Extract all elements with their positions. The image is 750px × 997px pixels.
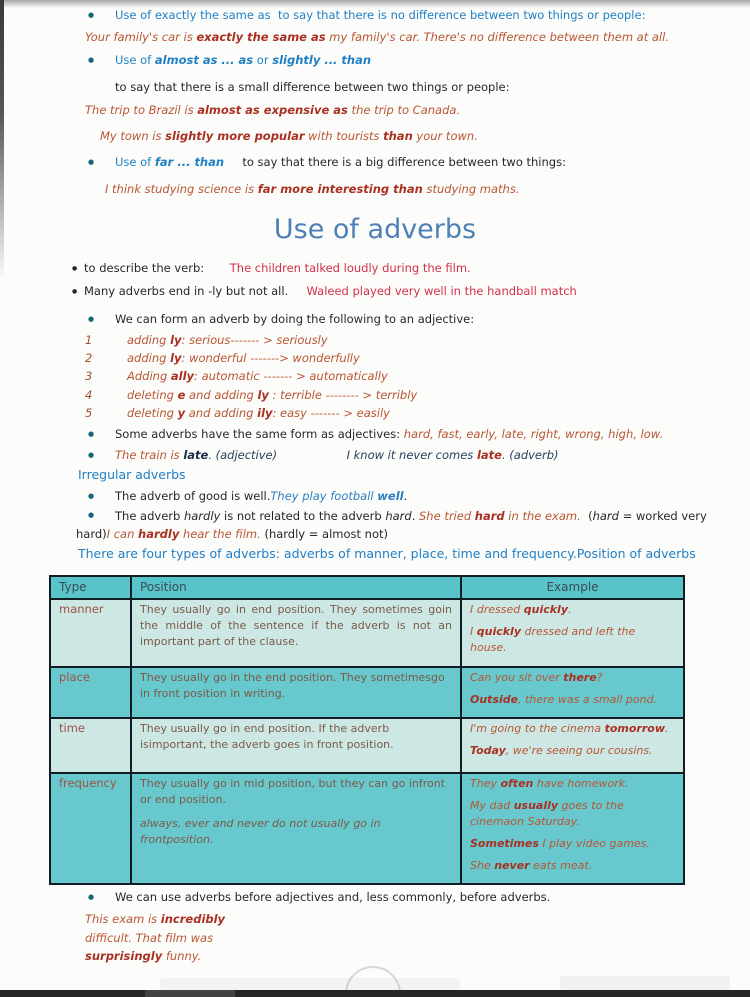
text-segment: Sometimes — [470, 836, 539, 850]
text-segment — [277, 448, 346, 462]
cell-position — [131, 599, 461, 667]
text-segment: quickly — [476, 625, 522, 639]
text-segment: : wonderful -------> wonderfully — [181, 351, 360, 365]
text-segment: slightly ... than — [272, 53, 372, 67]
text-segment: your town. — [412, 129, 478, 143]
text-segment: The trip to Brazil is — [85, 103, 198, 117]
text-segment: I can — [106, 527, 139, 542]
text-segment: 4 — [85, 388, 93, 402]
position-paragraph: They usually go in end position. If the adverb isimportant, the adverb goes in front position. — [140, 721, 394, 751]
text-segment: y — [177, 406, 186, 420]
table-header-row — [50, 576, 684, 599]
table-header-type: Type — [50, 576, 131, 599]
text-segment: and adding — [185, 406, 258, 420]
text-segment: 5 — [85, 406, 93, 420]
text-segment: deleting — [127, 388, 178, 402]
text-segment: We can form an adverb by doing the following to an adjective: — [115, 312, 475, 326]
example-family-car — [85, 28, 669, 46]
text-segment: . — [411, 509, 419, 523]
text-segment: We can use adverbs before adjectives and, less commonly, before adverbs. — [115, 890, 551, 904]
text-segment: I — [470, 625, 477, 639]
text-segment: hard, fast, early, late, right, wrong, high, low. — [403, 427, 664, 441]
text-segment: to say that there is a small difference between two things or people: — [115, 80, 510, 94]
text-segment: : automatic ------- > automatically — [194, 369, 388, 383]
text-segment: . (adverb) — [501, 448, 559, 462]
cell-position — [131, 667, 461, 718]
video-buffered-segment — [145, 990, 235, 997]
example-sentence — [470, 624, 675, 655]
bullet-icon: ● — [72, 288, 78, 295]
bullet-icon: ● — [88, 492, 95, 500]
example-sentence — [470, 721, 675, 736]
text-segment: . — [568, 603, 572, 616]
cell-position — [131, 773, 461, 884]
text-segment: ily — [257, 406, 273, 420]
line-many-adverbs-ly — [72, 282, 577, 300]
example-incredibly-2 — [85, 929, 213, 947]
text-segment: hard — [385, 509, 412, 523]
explain-small-difference — [115, 78, 510, 96]
rule-1 — [85, 331, 328, 349]
text-segment: She tried — [419, 509, 475, 523]
example-trip-brazil — [85, 101, 460, 119]
text-segment: and adding — [185, 388, 258, 402]
example-studying-science — [105, 180, 519, 198]
text-segment: Adding — [127, 369, 171, 383]
text-segment: to say that there is no difference between two things or people: — [270, 8, 646, 22]
example-incredibly-3 — [85, 947, 201, 965]
text-segment: with tourists — [304, 129, 384, 143]
text-segment: funny. — [162, 949, 202, 963]
bullet-icon: ● — [88, 315, 95, 323]
text-segment — [204, 261, 230, 275]
text-segment: . (adjective) — [208, 448, 278, 462]
bullet-icon: ● — [88, 451, 95, 459]
text-segment: adding — [127, 351, 171, 365]
page-title: Use of adverbs — [273, 214, 477, 245]
video-progress-bar[interactable] — [0, 990, 750, 997]
text-segment: often — [500, 776, 534, 790]
line-four-types — [78, 544, 696, 564]
example-incredibly-1 — [85, 910, 225, 928]
text-segment: : terrible -------- > terribly — [268, 388, 418, 402]
text-segment: incredibly — [160, 912, 226, 926]
text-segment: There are four types of adverbs: adverbs of manner, place, time and frequency.Position of adverbs — [78, 546, 696, 561]
line-form-adverb — [88, 310, 474, 328]
text-segment: in the exam. — [504, 509, 581, 523]
text-segment: Use of — [115, 155, 155, 169]
text-segment: ly — [170, 351, 182, 365]
line-adverbs-before-adjectives — [88, 888, 550, 906]
text-segment: Waleed played very well in the handball match — [306, 284, 577, 298]
example-sentence — [470, 836, 675, 851]
text-segment: 1 — [85, 333, 93, 347]
table-row-frequency — [50, 773, 684, 884]
text-segment: Outside — [470, 693, 519, 707]
bullet-icon: ● — [72, 265, 78, 272]
rule-4 — [85, 386, 417, 404]
text-segment: The children talked loudly during the film. — [229, 261, 471, 275]
example-sentence — [470, 798, 675, 829]
text-segment: I play video games. — [538, 836, 650, 850]
text-segment: 3 — [85, 369, 93, 383]
table-row-time — [50, 718, 684, 773]
text-segment: almost as ... as — [154, 53, 254, 67]
rule-2 — [85, 349, 360, 367]
text-segment: . — [403, 489, 408, 503]
bullet-line-far-than — [88, 153, 566, 171]
text-segment: Can you sit over — [470, 671, 564, 684]
rule-5 — [85, 404, 390, 422]
text-segment: dressed and left the house. — [470, 625, 636, 654]
line-same-form-adjectives — [88, 425, 663, 443]
example-sentence — [470, 692, 675, 707]
position-paragraph: They usually go in end position. They sometimes goin the middle of the sentence if the adverb is not an important part of the clause. — [140, 603, 452, 648]
example-sentence — [470, 776, 675, 791]
adverb-position-table — [49, 575, 685, 885]
cell-example — [461, 667, 684, 718]
text-segment: hardly — [138, 527, 180, 542]
line-train-late — [88, 446, 559, 464]
text-segment: well — [377, 489, 404, 503]
text-segment: the trip to Canada. — [347, 103, 461, 117]
text-segment: or — [253, 53, 273, 67]
text-segment: I'm going to the cinema — [470, 721, 605, 735]
cell-type: place — [50, 667, 131, 718]
text-segment: far more interesting than — [257, 182, 423, 196]
text-segment: is not related to the adverb — [220, 509, 386, 523]
text-segment: , we're seeing our cousins. — [505, 744, 653, 758]
text-segment: , there was a small pond. — [518, 693, 658, 707]
text-segment: : serious------- > seriously — [181, 333, 328, 347]
position-paragraph: They usually go in mid position, but they can go infront or end position. — [140, 776, 446, 806]
line-adverb-of-good — [88, 487, 407, 505]
line-describe-verb — [72, 259, 471, 277]
text-segment: my family's car. There's no difference between them at all. — [325, 30, 669, 44]
text-segment: Use of exactly the same as — [115, 8, 271, 22]
cell-type: manner — [50, 599, 131, 667]
text-segment: far ... than — [154, 155, 225, 169]
bullet-icon: ● — [88, 430, 95, 438]
text-segment: (hardly = almost not) — [260, 527, 389, 542]
text-segment: deleting — [127, 406, 178, 420]
text-segment: have homework. — [533, 776, 629, 790]
example-sentence — [470, 858, 675, 873]
example-sentence — [470, 602, 675, 617]
rule-3 — [85, 367, 388, 385]
text-segment: late — [476, 448, 502, 462]
text-segment: I know it never comes — [346, 448, 477, 462]
text-segment: never — [494, 859, 530, 873]
table-row-manner — [50, 599, 684, 667]
text-segment: They — [470, 776, 501, 790]
bullet-icon: ● — [88, 511, 95, 519]
subheading-irregular-adverbs — [78, 465, 186, 485]
text-segment: studying maths. — [422, 182, 520, 196]
text-segment: to say that there is a big difference between two things: — [224, 155, 566, 169]
cell-type: frequency — [50, 773, 131, 884]
text-segment: The adverb of good is well. — [115, 489, 271, 503]
text-segment: Some adverbs have the same form as adjectives: — [115, 427, 404, 441]
line-hardly-hard — [76, 507, 740, 544]
text-segment: This exam is — [85, 912, 161, 926]
player-controls-ghost — [560, 976, 730, 990]
text-segment: She — [470, 859, 495, 873]
text-segment: ly — [170, 333, 182, 347]
text-segment: Use of — [115, 53, 155, 67]
text-segment: ( — [580, 509, 593, 523]
text-segment: exactly the same as — [196, 30, 326, 44]
text-segment: tomorrow — [604, 721, 665, 735]
example-sentence — [470, 670, 675, 685]
text-segment — [288, 284, 306, 298]
position-paragraph: They usually go in the end position. They sometimesgo in front position in writing. — [140, 671, 445, 700]
text-segment: The adverb — [115, 509, 184, 523]
table-row-place — [50, 667, 684, 718]
text-segment: ally — [170, 369, 195, 383]
player-controls-ghost — [160, 978, 460, 990]
text-segment: My town is — [100, 129, 166, 143]
text-segment: almost as expensive as — [197, 103, 348, 117]
text-segment: ? — [596, 671, 603, 684]
bullet-icon: ● — [88, 11, 95, 19]
text-segment: hard — [592, 509, 619, 523]
text-segment: e — [177, 388, 186, 402]
text-segment: : easy ------- > easily — [272, 406, 390, 420]
cell-type: time — [50, 718, 131, 773]
text-segment: Many adverbs end in -ly but not all. — [84, 284, 289, 298]
text-segment: than — [383, 129, 413, 143]
cell-position — [131, 718, 461, 773]
text-segment: The train is — [115, 448, 184, 462]
cell-example — [461, 773, 684, 884]
text-segment: difficult. That film was — [85, 931, 214, 945]
text-segment: hardly — [183, 509, 221, 523]
text-segment: 2 — [85, 351, 93, 365]
text-segment: slightly more popular — [165, 129, 305, 143]
text-segment: late — [183, 448, 209, 462]
text-segment: hard — [474, 509, 505, 523]
text-segment: to describe the verb: — [84, 261, 205, 275]
table-header-position: Position — [131, 576, 461, 599]
text-segment: eats meat. — [529, 859, 593, 873]
bullet-icon: ● — [88, 893, 95, 901]
bullet-icon: ● — [88, 158, 95, 166]
text-segment: ly — [257, 388, 269, 402]
text-segment: I dressed — [470, 603, 524, 616]
bullet-icon: ● — [88, 56, 95, 64]
text-segment: . — [665, 721, 669, 735]
text-segment: adding — [127, 333, 171, 347]
text-segment: hear the film. — [179, 527, 261, 542]
text-segment: I think studying science is — [105, 182, 258, 196]
text-segment: Today — [470, 744, 506, 758]
text-segment: goes to the cinemaon Saturday. — [470, 799, 624, 828]
example-my-town — [100, 127, 478, 145]
example-sentence — [470, 743, 675, 758]
text-segment: there — [563, 671, 597, 684]
text-segment: quickly — [523, 603, 568, 616]
text-segment: Irregular adverbs — [78, 467, 186, 482]
text-segment: Your family's car is — [85, 30, 197, 44]
text-segment: surprisingly — [85, 949, 163, 963]
table-header-example: Example — [461, 576, 684, 599]
text-segment: = worked very hard) — [76, 509, 711, 542]
cell-example — [461, 718, 684, 773]
position-paragraph: always, ever and never do not usually go in frontposition. — [140, 816, 381, 846]
bullet-line-almost-as — [88, 51, 371, 69]
cell-example — [461, 599, 684, 667]
text-segment: My dad — [470, 799, 514, 813]
text-segment: They play football — [270, 489, 378, 503]
bullet-line-exactly-the-same-as — [88, 6, 645, 24]
text-segment: usually — [513, 799, 559, 813]
